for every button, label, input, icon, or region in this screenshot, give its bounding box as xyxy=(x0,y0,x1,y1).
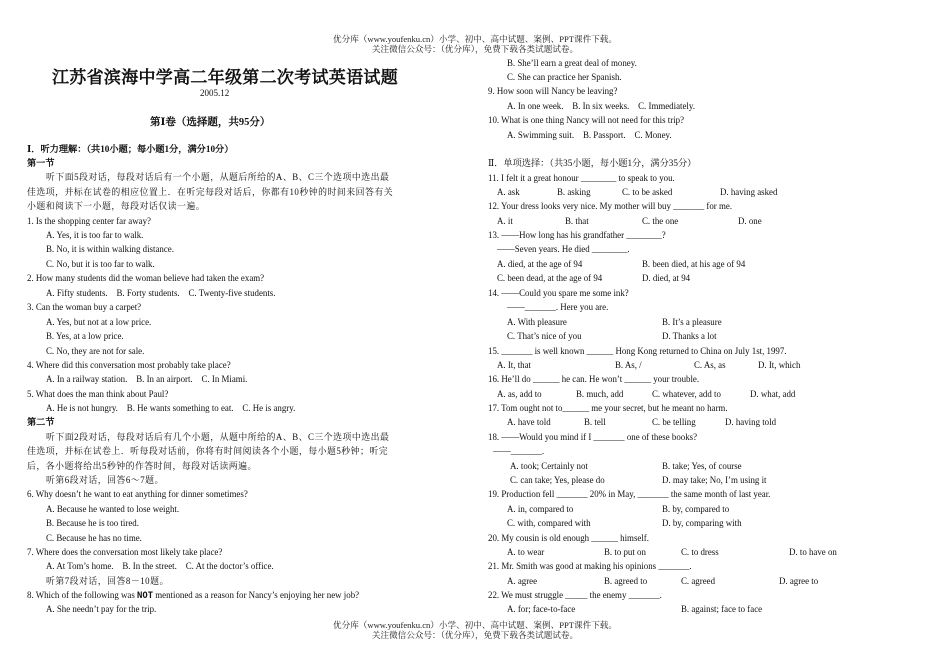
question-stem: 21. Mr. Smith was good at making his opinions _______. xyxy=(488,561,692,571)
question-stem: 16. He’ll do ______ he can. He won’t ______ your trouble. xyxy=(488,374,700,384)
option: A. agree xyxy=(507,576,538,586)
emphasis-not: NOT xyxy=(137,591,154,601)
option: C. to dress xyxy=(681,547,719,557)
option: B. take; Yes, of course xyxy=(662,461,742,471)
option: D. what, add xyxy=(750,389,796,399)
option: A. for; face-to-face xyxy=(507,604,576,614)
option: A. It, that xyxy=(497,360,532,370)
option: D. one xyxy=(738,216,762,226)
option: B. been died, at his age of 94 xyxy=(642,259,746,269)
header-top-line1: 优分库（www.youfenku.cn）小学、初中、高中试题、案例、PPT课件下载。 xyxy=(333,34,617,44)
question-stem: 3. Can the woman buy a carpet? xyxy=(27,302,142,312)
option: C. be telling xyxy=(652,417,696,427)
option-row: A. In one week. B. In six weeks. C. Immediately. xyxy=(507,101,695,111)
section1-instruction-line: 小题和阅读下一小题，每段对话仅读一遍。 xyxy=(27,201,206,211)
option: A. Yes, it is too far to walk. xyxy=(46,230,144,240)
option: B. She’ll earn a great deal of money. xyxy=(507,58,637,68)
question-stem: 20. My cousin is old enough ______ himself. xyxy=(488,533,649,543)
option: C. No, they are not for sale. xyxy=(46,346,145,356)
option: D. to have on xyxy=(789,547,837,557)
option: C. As, as xyxy=(694,360,726,370)
question-stem: 1. Is the shopping center far away? xyxy=(27,216,151,226)
option: D. died, at 94 xyxy=(642,273,691,283)
option: D. having told xyxy=(725,417,777,427)
section1-instruction-line: 佳选项，并标在试卷的相应位置上．在听完每段对话后，你都有10秒钟的时间来回答有关 xyxy=(27,187,394,197)
option: B. It’s a pleasure xyxy=(662,317,722,327)
option: D. by, comparing with xyxy=(662,518,742,528)
option: C. She can practice her Spanish. xyxy=(507,72,622,82)
option: C. to be asked xyxy=(622,187,673,197)
option: B. much, add xyxy=(576,389,624,399)
option: D. It, which xyxy=(758,360,801,370)
question-stem: 14. ——Could you spare me some ink? xyxy=(488,288,629,298)
option: A. She needn’t pay for the trip. xyxy=(46,604,157,614)
option: D. may take; No, I’m using it xyxy=(662,475,767,485)
option-row: A. At Tom’s home. B. In the street. C. At the doctor’s office. xyxy=(46,561,274,571)
section1-instruction-line: 听下面5段对话，每段对话后有一个小题，从题后所给的A、B、C三个选项中选出最 xyxy=(46,172,390,182)
option: D. agree to xyxy=(779,576,819,586)
option-row: A. Swimming suit. B. Passport. C. Money. xyxy=(507,130,672,140)
section2-instruction-line: 佳选项，并标在试卷上．听每段对话前，你将有时间阅读各个小题，每小题5秒钟；听完 xyxy=(27,446,389,456)
question-stem: 15. _______ is well known ______ Hong Kong returned to China on July 1st, 1997. xyxy=(488,346,787,356)
dialogue-note: 听第6段对话，回答6～7题。 xyxy=(46,475,164,485)
option: C. whatever, add to xyxy=(652,389,721,399)
option: C. Because he has no time. xyxy=(46,533,142,543)
option: A. have told xyxy=(507,417,551,427)
option-row: A. He is not hungry. B. He wants something to eat. C. He is angry. xyxy=(46,403,296,413)
question-stem: 7. Where does the conversation most likely take place? xyxy=(27,547,223,557)
section2-title: 第二节 xyxy=(27,417,55,427)
option: B. Yes, at a low price. xyxy=(46,331,124,341)
question-stem: 4. Where did this conversation most probably take place? xyxy=(27,360,231,370)
question-stem: 9. How soon will Nancy be leaving? xyxy=(488,86,618,96)
dialogue-note: 听第7段对话，回答8－10题。 xyxy=(46,576,169,586)
choice-heading: Ⅱ．单项选择：（共35小题，每小题1分，满分35分） xyxy=(488,158,697,168)
question-stem xyxy=(27,590,359,602)
stem-part: mentioned as a reason for Nancy’s enjoying her new job? xyxy=(153,590,360,600)
option: A. Yes, but not at a low price. xyxy=(46,317,152,327)
header-top-line2: 关注微信公众号：（优分库），免费下载各类试题试卷。 xyxy=(371,44,579,54)
question-line2: ——Seven years. He died ________. xyxy=(497,244,630,254)
option: A. died, at the age of 94 xyxy=(497,259,583,269)
question-stem: 22. We must struggle _____ the enemy _______. xyxy=(488,590,662,600)
option: A. it xyxy=(497,216,513,226)
option: C. with, compared with xyxy=(507,518,591,528)
footer-line1: 优分库（www.youfenku.cn）小学、初中、高中试题、案例、PPT课件下载。 xyxy=(333,620,617,630)
option: D. Thanks a lot xyxy=(662,331,717,341)
question-stem: 11. I felt it a great honour ________ to speak to you. xyxy=(488,173,675,183)
section2-instruction-line: 后，各小题将给出5秒钟的作答时间，每段对话读两遍。 xyxy=(27,461,257,471)
question-line2: ——_______. Here you are. xyxy=(507,302,609,312)
option: A. With pleasure xyxy=(507,317,567,327)
question-stem: 17. Tom ought not to______ me your secret, but he meant no harm. xyxy=(488,403,728,413)
option: B. No, it is within walking distance. xyxy=(46,244,174,254)
option-row: A. Fifty students. B. Forty students. C. Twenty-five students. xyxy=(46,288,276,298)
option: C. No, but it is too far to walk. xyxy=(46,259,155,269)
option: B. against; face to face xyxy=(681,604,763,614)
option: A. Because he wanted to lose weight. xyxy=(46,504,180,514)
page-title: 江苏省滨海中学高二年级第二次考试英语试题 xyxy=(52,68,398,87)
question-stem: 10. What is one thing Nancy will not need for this trip? xyxy=(488,115,685,125)
option: C. agreed xyxy=(681,576,716,586)
option: B. Because he is too tired. xyxy=(46,518,139,528)
question-stem: 12. Your dress looks very nice. My mother will buy _______ for me. xyxy=(488,201,733,211)
question-stem: 18. ——Would you mind if I _______ one of these books? xyxy=(488,432,698,442)
question-stem: 5. What does the man think about Paul? xyxy=(27,389,169,399)
option: A. in, compared to xyxy=(507,504,574,514)
option: B. asking xyxy=(557,187,591,197)
option: B. to put on xyxy=(604,547,646,557)
question-line2: ——_______. xyxy=(493,446,545,456)
question-stem: 6. Why doesn’t he want to eat anything for dinner sometimes? xyxy=(27,489,248,499)
option: D. having asked xyxy=(720,187,778,197)
option: C. been dead, at the age of 94 xyxy=(497,273,603,283)
listening-heading: Ⅰ．听力理解：（共10小题；每小题1分，满分10分） xyxy=(27,144,234,154)
option: B. that xyxy=(565,216,589,226)
question-stem: 13. ——How long has his grandfather ________? xyxy=(488,230,666,240)
section2-instruction-line: 听下面2段对话，每段对话后有几个小题，从题中所给的A、B、C三个选项中选出最 xyxy=(46,432,390,442)
option: A. to wear xyxy=(507,547,545,557)
option: C. can take; Yes, please do xyxy=(510,475,605,485)
option: A. ask xyxy=(497,187,520,197)
option: C. That’s nice of you xyxy=(507,331,582,341)
option: B. by, compared to xyxy=(662,504,730,514)
stem-part: 8. Which of the following was xyxy=(27,590,138,600)
section1-title: 第一节 xyxy=(27,158,55,168)
footer-line2: 关注微信公众号：（优分库），免费下载各类试题试卷。 xyxy=(371,630,579,640)
part1-title: 第Ⅰ卷（选择题，共95分） xyxy=(150,117,271,128)
option: B. agreed to xyxy=(604,576,648,586)
option: A. as, add to xyxy=(497,389,542,399)
question-stem: 19. Production fell _______ 20% in May, _______ the same month of last year. xyxy=(488,489,771,499)
exam-date: 2005.12 xyxy=(200,88,230,98)
question-stem: 2. How many students did the woman believe had taken the exam? xyxy=(27,273,265,283)
option-row: A. In a railway station. B. In an airport. C. In Miami. xyxy=(46,374,248,384)
option: B. tell xyxy=(584,417,606,427)
option: B. As, / xyxy=(615,360,642,370)
option: C. the one xyxy=(642,216,679,226)
option: A. took; Certainly not xyxy=(510,461,588,471)
